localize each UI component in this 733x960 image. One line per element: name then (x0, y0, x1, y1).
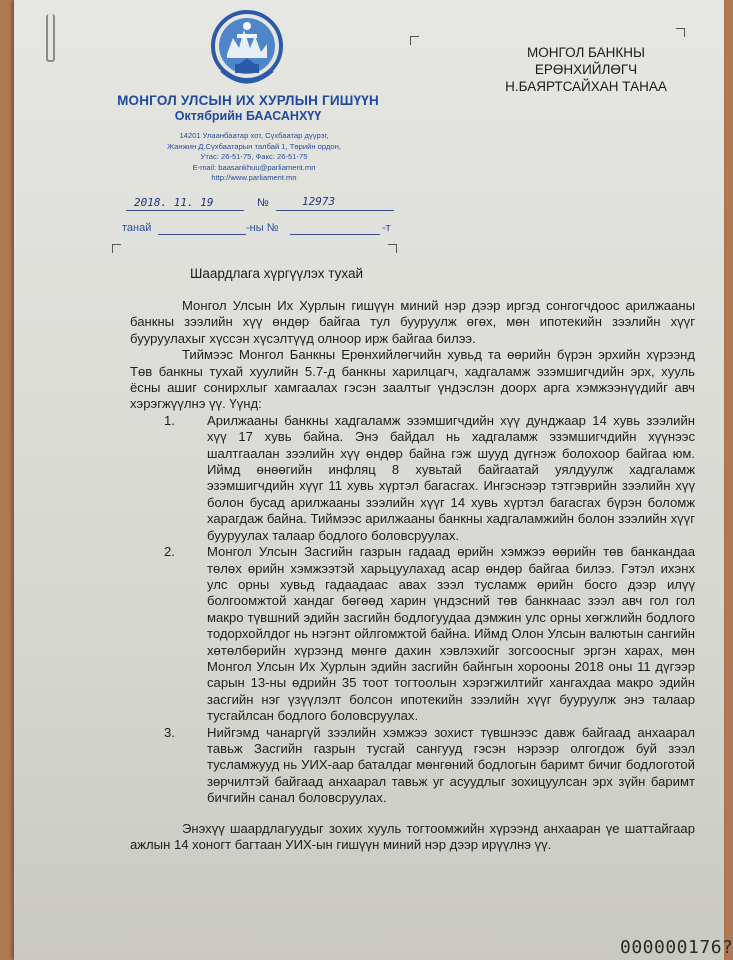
letter-subject: Шаардлага хүргүүлэх тухай (190, 266, 364, 281)
date-number-line (126, 196, 396, 214)
website-line: http://www.parliament.mn (211, 173, 297, 183)
ref-suffix: -т (382, 222, 391, 234)
address-line: Утас: 26-51-75, Факс: 26-51-75 (200, 152, 308, 162)
corner-mark (112, 244, 121, 253)
corner-mark (388, 244, 397, 253)
email-line: E-mail: baasankhuu@parliament.mn (192, 162, 316, 172)
handwritten-number: 12973 (302, 195, 336, 208)
closing-paragraph: Энэхүү шаардлагуудыг зохих хууль тогтоомжийн хүрээнд анхааран үе шаттайгаар ажлын 14 хоногт багтаан УИХ-ын гишүүн миний нэр дээр ирүүлнэ үү. (130, 820, 695, 852)
corner-mark (676, 28, 685, 37)
address-line: 14201 Улаанбаатар хот, Сүхбаатар дүүрэг, (179, 131, 329, 140)
paper-clip-icon (46, 14, 55, 62)
list-number: 3. (164, 724, 175, 740)
list-text: Нийгэмд чанаргүй зээлийн хэмжээ зохист түвшнээс давж байгаад анхаарал тавьж Засгийн газрын тусгай сангууд гэсэн нэрээр олгогдож буй зээл тусламжууд нь УИХ-аар баталдаг мөнгөний бодлогын баримт бичиг бодлоготой зөрчилтэй байгаад анхаарал тавьж уг асуудлыг зохицуулсан эрх зүйн баримт бичгийн санал боловсруулах. (207, 724, 695, 806)
ref-prefix: танай (122, 222, 152, 234)
handwritten-date: 2018. 11. 19 (134, 196, 214, 209)
letter-page (14, 0, 733, 960)
date-underline (126, 210, 244, 211)
addressee-line: Н.БАЯРТСАЙХАН ТАНАА (505, 79, 667, 94)
reference-line (122, 222, 407, 238)
sender-institution: МОНГОЛ УЛСЫН ИХ ХУРЛЫН ГИШҮҮН (117, 93, 379, 108)
paragraph: Тиймээс Монгол Банкны Ерөнхийлөгчийн хувьд та өөрийн бүрэн эрхийн хүрээнд Төв банкны тухай хуулийн 5.7-д банкны харилцагч, хадгаламж эзэмшигчдийн эрх, хууль ёсны ашиг сонирхлыг хамгаалах гэсэн заалтыг үндэслэн доорх арга хэмжээнүүдийг авч хэрэгжүүлнэ үү. Үүнд: (130, 347, 695, 412)
state-emblem-icon (208, 8, 286, 92)
document-serial-number: 000000176? (620, 937, 733, 958)
paragraph: Монгол Улсын Их Хурлын гишүүн миний нэр дээр иргэд сонгогчдоос арилжааны банкны зээлийн хүү өндөр байгаа тул бууруулж өгөх, мөн ипотекийн зээлийн хүүг бууруулахыг хүссэн хүсэлтүүд олноор ирж байгаа билээ. (130, 298, 695, 346)
number-sign: № (257, 197, 269, 209)
list-text: Арилжааны банкны хадгаламж эзэмшигчдийн хүү дунджаар 14 хувь зээлийн хүү 17 хувь байна. Энэ байдал нь хадгаламж эзэмшигчдийн хүүнээс шалтгаалан зээлийн хүү өндөр байна гэж шууд дүгнэж болохоор байгаа юм. Иймд өнөөгийн инфляц 8 хувьтай байгаатай уялдуулж хадгаламж эзэмшигчдийн хүүг 11 хувь хүртэл багасгах. Ингэснээр тэтгэврийн зээлийн хүү болон бусад арилжааны зээлийн хүүг 14 хувь хүртэл багасгах бүрэн боломж харагдаж байна. Тиймээс арилжааны банкны хадгаламжийн болон зээлийн хүүг бууруулах талаар бодлого боловсруулах. (207, 412, 695, 543)
addressee-line: МОНГОЛ БАНКНЫ (527, 45, 645, 60)
ref-mid: -ны № (246, 222, 279, 234)
list-item (130, 413, 695, 544)
ref-number-blank (290, 234, 380, 235)
sender-member-name: Октябрийн БААСАНХҮҮ (174, 109, 322, 123)
letter-body (130, 298, 695, 853)
list-item (130, 544, 695, 724)
addressee-block (476, 44, 696, 95)
list-number: 1. (164, 412, 175, 428)
list-item (130, 725, 695, 807)
sender-address (124, 131, 384, 184)
addressee-line: ЕРӨНХИЙЛӨГЧ (534, 62, 638, 77)
address-line: Жанжин Д.Сүхбаатарын талбай 1, Төрийн ордон, (167, 141, 341, 151)
list-text: Монгол Улсын Засгийн газрын гадаад өрийн хэмжээ өөрийн төв банкандаа төлөх өрийн хэмжээтэй харьцуулахад асар өндөр байгаа билээ. Гэтэл ихэнх улс орны хувьд гадаадаас авах зээл тусламж өрийн босго дээр илүү болгоомжтой хандаг бөгөөд харин үндэсний төв банкнаас зээл авч гол гол макро түвшний эдийн засгийн бодлогуудаа дэмжин улс орны хөгжлийн бодлого тодорхойлдог нь нэгэнт ойлгомжтой байна. Иймд Олон Улсын валютын сангийн хөтөлбөрийн хүрээнд мөнгө дахин хэвлэхийг зогсоосныг эргэн харах, мөн Монгол Улсын Их Хурлын эдийн засгийн байнгын хорооны 2018 оны 11 дүгээр сарын 13-ны өдрийн 35 тоот тогтоолын хэрэгжилтийг хангахдаа макро эдийн засгийн нэг үзүүлэлт болсон ипотекийн зээлийн хүүг бууруулж энэ талаар тусгайлсан бодлого боловсруулах. (207, 544, 695, 724)
list-number: 2. (164, 544, 175, 560)
number-underline (276, 210, 394, 211)
ref-date-blank (158, 234, 246, 235)
corner-mark (410, 36, 419, 45)
